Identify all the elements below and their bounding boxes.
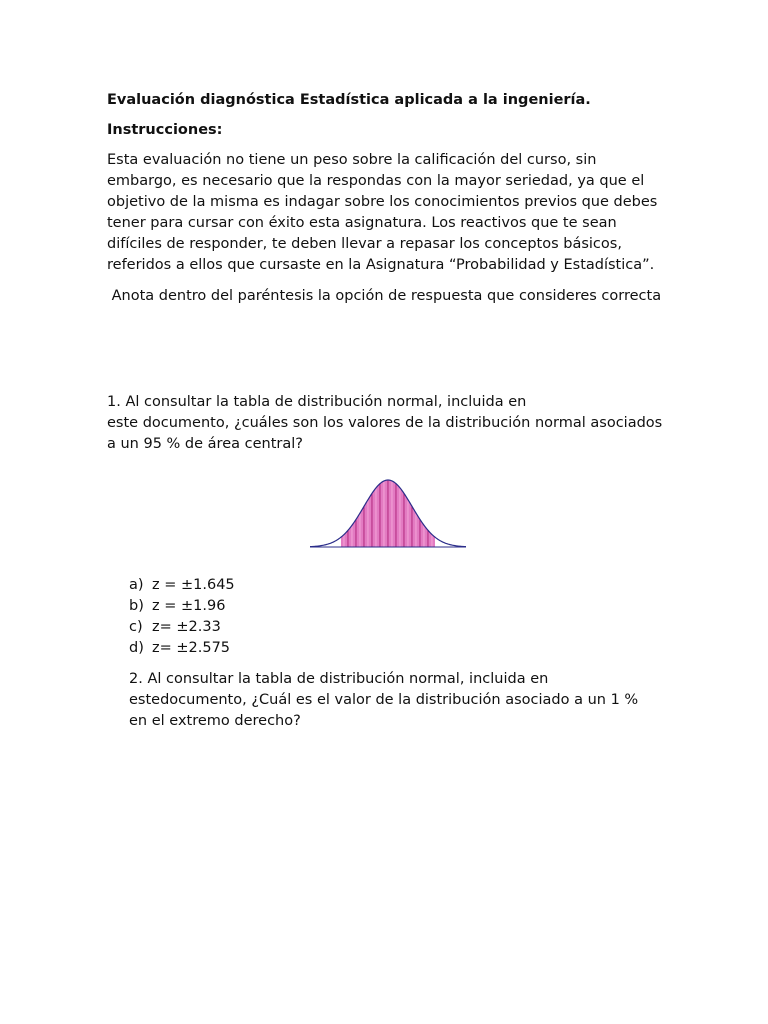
- option-text: z= ±2.33: [152, 619, 221, 635]
- option-letter: d): [129, 640, 144, 656]
- option-text: z = ±1.645: [152, 577, 235, 593]
- option-letter: c): [129, 619, 143, 635]
- annotate-instruction: Anota dentro del paréntesis la opción de respuesta que consideres correcta: [107, 288, 662, 304]
- normal-distribution-figure: [310, 477, 466, 551]
- option-letter: b): [129, 598, 144, 614]
- shaded-central-area: [341, 480, 435, 547]
- question-1-line-2: este documento, ¿cuáles son los valores de la distribución normal asociados a un 95 % de área central?: [107, 415, 663, 452]
- document-body: [107, 90, 667, 317]
- question-2: 2. Al consultar la tabla de distribución normal, incluida en estedocumento, ¿Cuál es el valor de la distribución asociado a un 1 % en el extremo derecho?: [129, 671, 639, 729]
- option-letter: a): [129, 577, 144, 593]
- question-1-options: [129, 575, 235, 659]
- option-a[interactable]: [129, 575, 235, 596]
- bell-curve-image: [310, 477, 466, 551]
- instructions-heading: Instrucciones:: [107, 122, 223, 138]
- intro-paragraph: Esta evaluación no tiene un peso sobre la calificación del curso, sin embargo, es necesario que la respondas con la mayor seriedad, ya que el objetivo de la misma es indagar sobre los conocimientos previos que debes tener para cursar con éxito esta asignatura. Los reactivos que te sean difíciles de responder, te deben llevar a repasar los conceptos básicos, referidos a ellos que cursaste en la Asignatura “Probabilidad y Estadística”.: [107, 152, 658, 273]
- option-b[interactable]: [129, 596, 235, 617]
- question-1-line-1: 1. Al consultar la tabla de distribución normal, incluida en: [107, 394, 527, 410]
- option-d[interactable]: [129, 638, 235, 659]
- document-title: Evaluación diagnóstica Estadística aplicada a la ingeniería.: [107, 92, 591, 108]
- option-text: z = ±1.96: [152, 598, 226, 614]
- option-c[interactable]: [129, 617, 235, 638]
- option-text: z= ±2.575: [152, 640, 231, 656]
- question-1: [107, 392, 667, 455]
